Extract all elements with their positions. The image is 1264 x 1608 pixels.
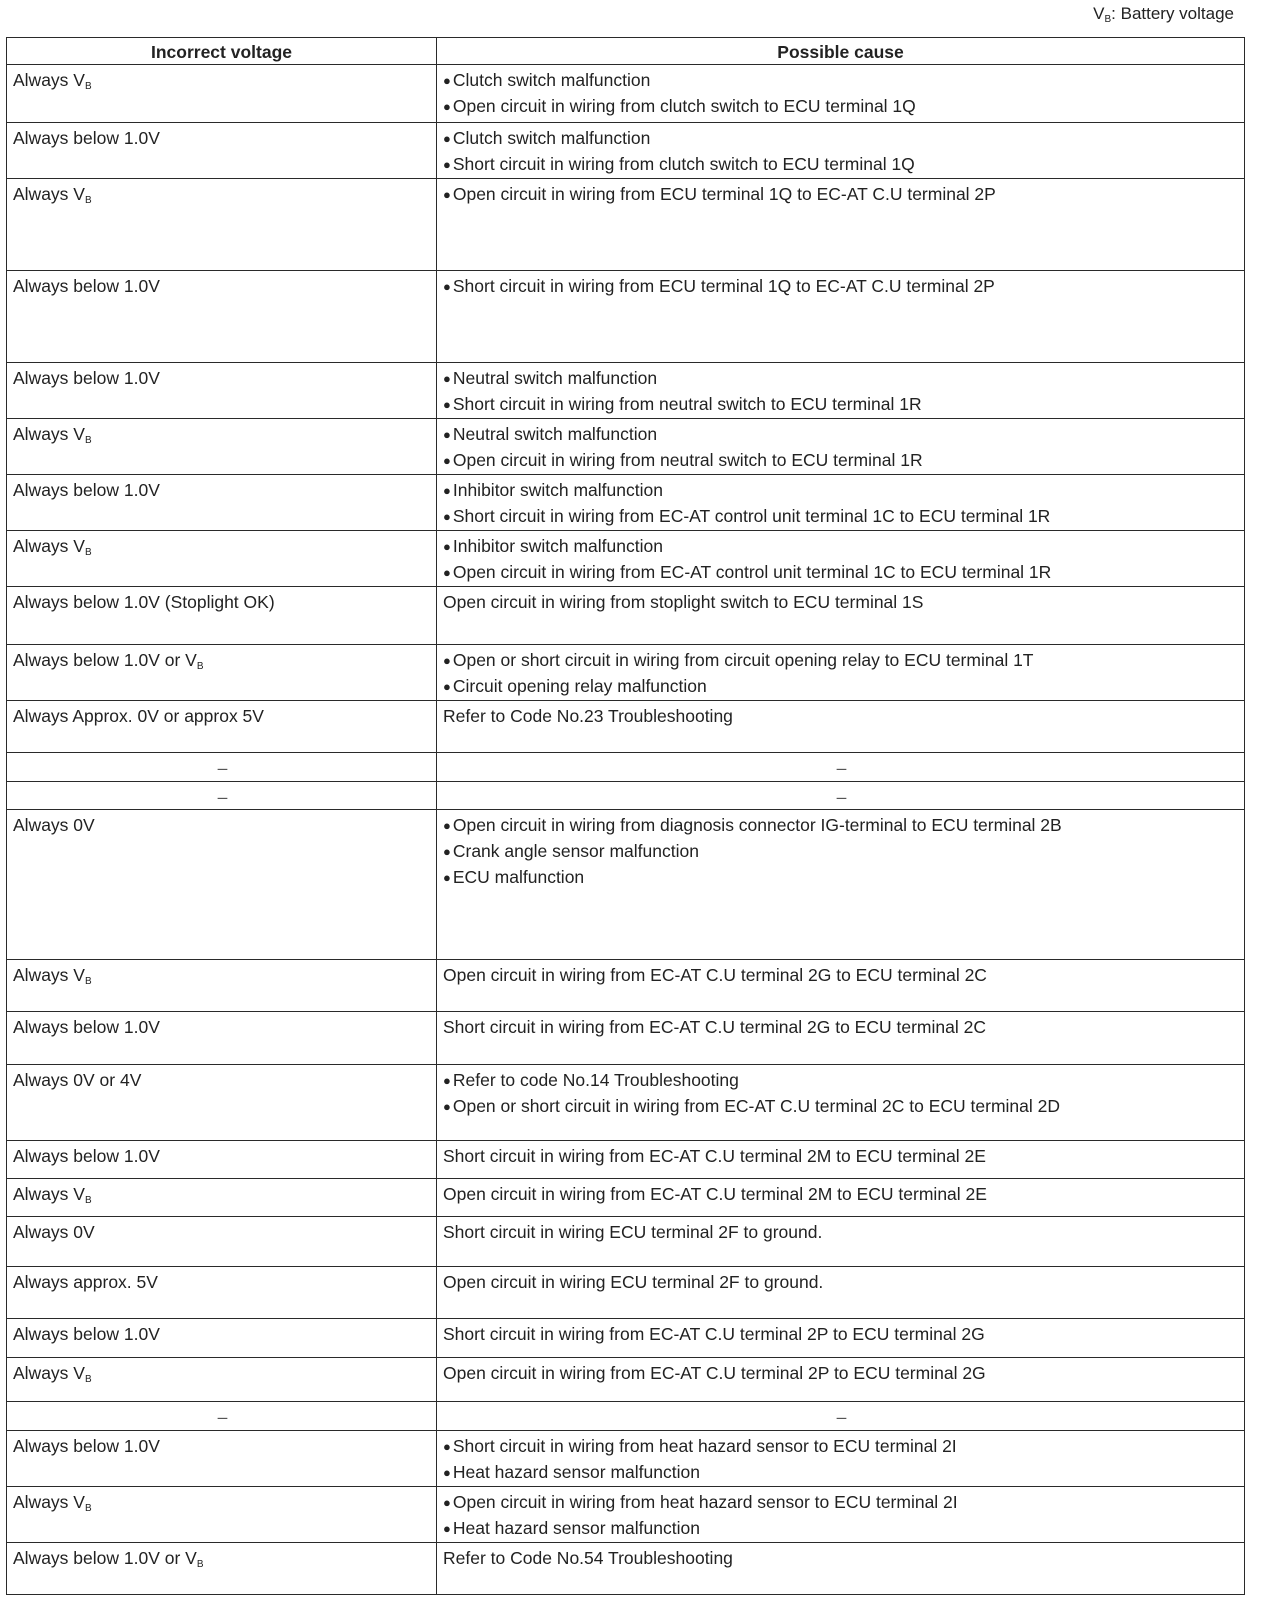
cause-line: ● Open circuit in wiring from neutral switch to ECU terminal 1R (443, 448, 1240, 474)
possible-cause-cell (437, 475, 1245, 531)
possible-cause-cell (437, 701, 1245, 753)
incorrect-voltage-cell (7, 1402, 437, 1431)
cause-line: ● Heat hazard sensor malfunction (443, 1516, 1240, 1542)
cause-line: ● Open circuit in wiring from diagnosis connector IG-terminal to ECU terminal 2B (443, 813, 1240, 839)
cause-line: Open circuit in wiring ECU terminal 2F to ground. (443, 1272, 824, 1292)
cause-line: ● Short circuit in wiring from ECU terminal 1Q to EC-AT C.U terminal 2P (443, 274, 1240, 300)
incorrect-voltage-cell (7, 475, 437, 531)
possible-cause-cell (437, 1543, 1245, 1595)
incorrect-voltage-cell (7, 1065, 437, 1141)
cause-line: ● Open circuit in wiring from clutch switch to ECU terminal 1Q (443, 94, 1240, 120)
voltage-subscript: B (84, 435, 92, 446)
incorrect-voltage-cell (7, 123, 437, 179)
cause-line: ● Open circuit in wiring from EC-AT control unit terminal 1C to ECU terminal 1R (443, 560, 1240, 586)
possible-cause-cell (437, 179, 1245, 271)
voltage-text: Always V (13, 1184, 85, 1204)
voltage-text: Always approx. 5V (13, 1272, 158, 1292)
table-row (7, 701, 1245, 753)
table-row (7, 1179, 1245, 1217)
cause-line: ● Clutch switch malfunction (443, 68, 1240, 94)
table-row (7, 1487, 1245, 1543)
incorrect-voltage-cell (7, 1012, 437, 1065)
voltage-text: Always V (13, 965, 85, 985)
voltage-subscript: B (84, 81, 92, 92)
possible-cause-cell (437, 960, 1245, 1012)
table-row (7, 475, 1245, 531)
incorrect-voltage-cell (7, 1141, 437, 1179)
voltage-text: Always below 1.0V (Stoplight OK) (13, 592, 275, 612)
cause-line: ● Inhibitor switch malfunction (443, 478, 1240, 504)
cause-line: ● Open or short circuit in wiring from circuit opening relay to ECU terminal 1T (443, 648, 1240, 674)
incorrect-voltage-cell (7, 1543, 437, 1595)
incorrect-voltage-cell (7, 960, 437, 1012)
incorrect-voltage-cell (7, 810, 437, 960)
cause-line: Short circuit in wiring from EC-AT C.U terminal 2M to ECU terminal 2E (443, 1146, 986, 1166)
voltage-text: Always V (13, 424, 85, 444)
table-row (7, 363, 1245, 419)
possible-cause-cell (437, 1217, 1245, 1267)
cause-line: ● Short circuit in wiring from heat hazard sensor to ECU terminal 2I (443, 1434, 1240, 1460)
possible-cause-cell (437, 123, 1245, 179)
note-prefix: V (1093, 4, 1105, 23)
voltage-subscript: B (196, 1559, 204, 1570)
cause-line: ● ECU malfunction (443, 865, 1240, 891)
table-row (7, 1065, 1245, 1141)
cause-line: ● Open circuit in wiring from heat hazard sensor to ECU terminal 2I (443, 1490, 1240, 1516)
possible-cause-cell (437, 782, 1245, 810)
voltage-text: Always V (13, 536, 85, 556)
voltage-text: Always below 1.0V (13, 276, 160, 296)
possible-cause-cell (437, 419, 1245, 475)
cause-line: ● Short circuit in wiring from clutch switch to ECU terminal 1Q (443, 152, 1240, 178)
incorrect-voltage-cell (7, 179, 437, 271)
voltage-text: Always Approx. 0V or approx 5V (13, 706, 264, 726)
cause-line: – (836, 787, 847, 807)
cause-line: ● Short circuit in wiring from EC-AT control unit terminal 1C to ECU terminal 1R (443, 504, 1240, 530)
possible-cause-cell (437, 645, 1245, 701)
incorrect-voltage-cell (7, 753, 437, 782)
table-row (7, 810, 1245, 960)
voltage-text: Always below 1.0V (13, 1324, 160, 1344)
incorrect-voltage-cell (7, 782, 437, 810)
voltage-subscript: B (84, 976, 92, 987)
incorrect-voltage-cell (7, 587, 437, 645)
possible-cause-cell (437, 1065, 1245, 1141)
incorrect-voltage-cell (7, 1431, 437, 1487)
table-row (7, 1431, 1245, 1487)
possible-cause-cell (437, 1012, 1245, 1065)
header-row (7, 38, 1245, 65)
possible-cause-cell (437, 1319, 1245, 1358)
incorrect-voltage-cell (7, 645, 437, 701)
voltage-text: Always 0V (13, 815, 95, 835)
voltage-text: – (217, 758, 228, 778)
possible-cause-cell (437, 1179, 1245, 1217)
cause-line: ● Short circuit in wiring from neutral switch to ECU terminal 1R (443, 392, 1240, 418)
cause-line: Open circuit in wiring from stoplight switch to ECU terminal 1S (443, 592, 924, 612)
cause-line: Refer to Code No.23 Troubleshooting (443, 706, 733, 726)
voltage-text: Always below 1.0V (13, 1436, 160, 1456)
voltage-text: Always below 1.0V (13, 128, 160, 148)
table-row (7, 1543, 1245, 1595)
cause-line: Short circuit in wiring from EC-AT C.U terminal 2G to ECU terminal 2C (443, 1017, 986, 1037)
incorrect-voltage-cell (7, 1319, 437, 1358)
table-row (7, 531, 1245, 587)
cause-line: Short circuit in wiring from EC-AT C.U terminal 2P to ECU terminal 2G (443, 1324, 985, 1344)
table-row (7, 960, 1245, 1012)
cause-line: ● Open or short circuit in wiring from EC-AT C.U terminal 2C to ECU terminal 2D (443, 1094, 1240, 1120)
voltage-subscript: B (84, 547, 92, 558)
voltage-subscript: B (84, 195, 92, 206)
table-row (7, 179, 1245, 271)
voltage-text: Always V (13, 1363, 85, 1383)
table-row (7, 1358, 1245, 1402)
voltage-text: Always V (13, 184, 85, 204)
incorrect-voltage-cell (7, 1358, 437, 1402)
voltage-text: Always below 1.0V (13, 368, 160, 388)
cause-line: Open circuit in wiring from EC-AT C.U terminal 2P to ECU terminal 2G (443, 1363, 986, 1383)
incorrect-voltage-cell (7, 1487, 437, 1543)
table-row (7, 419, 1245, 475)
possible-cause-cell (437, 810, 1245, 960)
incorrect-voltage-cell (7, 363, 437, 419)
voltage-text: Always below 1.0V (13, 1146, 160, 1166)
table-body (7, 65, 1245, 1595)
incorrect-voltage-cell (7, 1267, 437, 1319)
table-row (7, 587, 1245, 645)
voltage-text: Always below 1.0V or V (13, 650, 197, 670)
voltage-text: Always below 1.0V or V (13, 1548, 197, 1568)
cause-line: ● Neutral switch malfunction (443, 422, 1240, 448)
possible-cause-cell (437, 531, 1245, 587)
voltage-text: Always V (13, 1492, 85, 1512)
table-row (7, 123, 1245, 179)
cause-line: ● Neutral switch malfunction (443, 366, 1240, 392)
voltage-table (6, 37, 1245, 1595)
note-subscript: B (1104, 14, 1112, 25)
incorrect-voltage-cell (7, 701, 437, 753)
table-row (7, 65, 1245, 123)
voltage-text: Always 0V (13, 1222, 95, 1242)
possible-cause-cell (437, 271, 1245, 363)
voltage-subscript: B (84, 1503, 92, 1514)
table-row (7, 1141, 1245, 1179)
cause-line: Refer to Code No.54 Troubleshooting (443, 1548, 733, 1568)
possible-cause-cell (437, 1487, 1245, 1543)
cause-line: ● Heat hazard sensor malfunction (443, 1460, 1240, 1486)
cause-line: ● Circuit opening relay malfunction (443, 674, 1240, 700)
incorrect-voltage-cell (7, 419, 437, 475)
possible-cause-cell (437, 1431, 1245, 1487)
voltage-text: Always V (13, 70, 85, 90)
table-row (7, 782, 1245, 810)
header-possible-cause: Possible cause (437, 38, 1245, 65)
incorrect-voltage-cell (7, 271, 437, 363)
cause-line: ● Refer to code No.14 Troubleshooting (443, 1068, 1240, 1094)
header-incorrect-voltage: Incorrect voltage (7, 38, 437, 65)
voltage-text: – (217, 787, 228, 807)
table-row (7, 1012, 1245, 1065)
table-row (7, 753, 1245, 782)
voltage-subscript: B (196, 661, 204, 672)
incorrect-voltage-cell (7, 1179, 437, 1217)
battery-voltage-note (1093, 4, 1234, 25)
possible-cause-cell (437, 587, 1245, 645)
incorrect-voltage-cell (7, 65, 437, 123)
voltage-text: Always 0V or 4V (13, 1070, 142, 1090)
cause-line: Open circuit in wiring from EC-AT C.U terminal 2G to ECU terminal 2C (443, 965, 987, 985)
cause-line: ● Clutch switch malfunction (443, 126, 1240, 152)
cause-line: – (836, 758, 847, 778)
incorrect-voltage-cell (7, 1217, 437, 1267)
cause-line: ● Open circuit in wiring from ECU terminal 1Q to EC-AT C.U terminal 2P (443, 182, 1240, 208)
cause-line: Short circuit in wiring ECU terminal 2F to ground. (443, 1222, 823, 1242)
table-row (7, 1402, 1245, 1431)
table-row (7, 645, 1245, 701)
table-row (7, 1217, 1245, 1267)
voltage-subscript: B (84, 1195, 92, 1206)
possible-cause-cell (437, 753, 1245, 782)
possible-cause-cell (437, 1267, 1245, 1319)
cause-line: Open circuit in wiring from EC-AT C.U terminal 2M to ECU terminal 2E (443, 1184, 987, 1204)
voltage-text: – (217, 1407, 228, 1427)
note-text: : Battery voltage (1111, 4, 1234, 23)
cause-line: ● Crank angle sensor malfunction (443, 839, 1240, 865)
voltage-subscript: B (84, 1374, 92, 1385)
incorrect-voltage-cell (7, 531, 437, 587)
cause-line: – (836, 1407, 847, 1427)
table-row (7, 1319, 1245, 1358)
possible-cause-cell (437, 65, 1245, 123)
possible-cause-cell (437, 1402, 1245, 1431)
table-row (7, 1267, 1245, 1319)
possible-cause-cell (437, 1141, 1245, 1179)
voltage-text: Always below 1.0V (13, 480, 160, 500)
cause-line: ● Inhibitor switch malfunction (443, 534, 1240, 560)
possible-cause-cell (437, 363, 1245, 419)
voltage-text: Always below 1.0V (13, 1017, 160, 1037)
table-row (7, 271, 1245, 363)
possible-cause-cell (437, 1358, 1245, 1402)
